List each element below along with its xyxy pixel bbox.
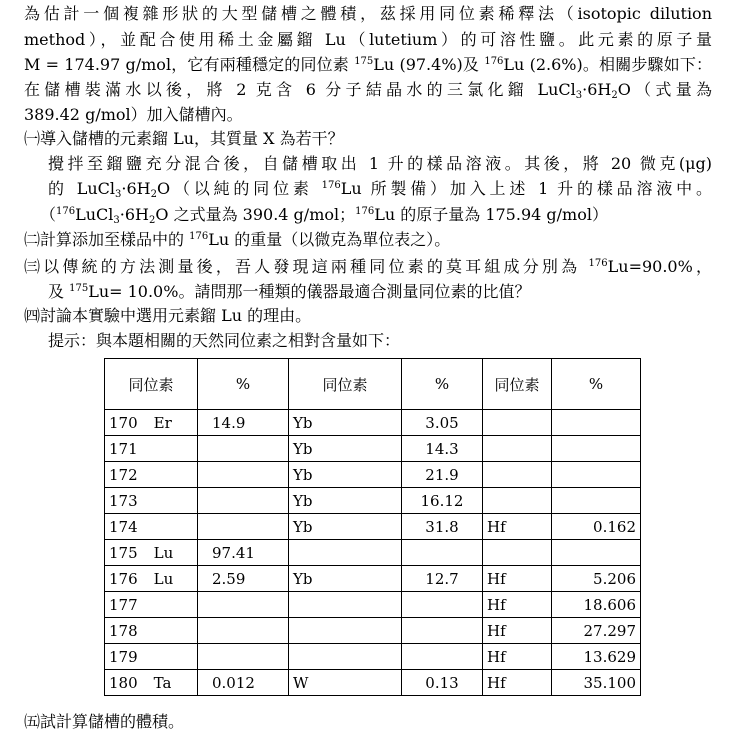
question-2: ㈡計算添加至樣品中的 $^{176}$Lu 的重量（以微克為單位表之）。 [24, 230, 451, 249]
cell-isotope [483, 540, 552, 566]
cell-percent: 35.100 [552, 670, 641, 696]
cell-isotope: Hf [483, 670, 552, 696]
cell-isotope: Yb [289, 488, 402, 514]
question-1-title: ㈠導入儲槽的元素鎦 Lu，其質量 X 為若干？ [24, 129, 344, 148]
cell-percent [198, 436, 289, 462]
isotope-abundance-table [104, 358, 641, 696]
cell-percent: 16.12 [402, 488, 483, 514]
question-1-line-3: （$^{176}LuCl_3\cdot 6H_2O$ 之式量為 390.4 g/mol；$^{176}$Lu 的原子量為 175.94 g/mol） [40, 205, 608, 226]
question-3-line-2: 及 $^{175}$Lu= 10.0%。請問那一種類的儀器最適合測量同位素的比值？ [48, 282, 531, 301]
mass-number: 180 [109, 673, 138, 692]
cell-percent: 0.012 [198, 670, 289, 696]
cell-percent [402, 592, 483, 618]
table-row [105, 592, 641, 618]
intro-line-3: M = 174.97 g/mol，它有兩種穩定的同位素 $^{175}$Lu (97.4%)及 $^{176}$Lu (2.6%)。相關步驟如下： [24, 55, 712, 74]
cell-percent [552, 540, 641, 566]
cell-percent [198, 618, 289, 644]
cell-percent: 21.9 [402, 462, 483, 488]
cell-isotope: Yb [289, 436, 402, 462]
cell-percent [552, 436, 641, 462]
mass-number: 177 [109, 595, 138, 614]
mass-number: 173 [109, 491, 138, 510]
cell-mass-number [105, 566, 198, 592]
cell-mass-number [105, 488, 198, 514]
cell-percent [552, 410, 641, 436]
table-row [105, 462, 641, 488]
cell-percent: 27.297 [552, 618, 641, 644]
cell-percent: 31.8 [402, 514, 483, 540]
cell-mass-number [105, 540, 198, 566]
cell-percent: 18.606 [552, 592, 641, 618]
cell-percent: 13.629 [552, 644, 641, 670]
element-symbol: Ta [153, 673, 172, 692]
question-3-line-1: ㈢以傳統的方法測量後，吾人發現這兩種同位素的莫耳組成分別為 $^{176}$Lu=90.0%， [24, 257, 712, 276]
cell-percent: 12.7 [402, 566, 483, 592]
intro-line-2: method），並配合使用稀土金屬鎦 Lu（lutetium）的可溶性鹽。此元素的原子量 [24, 30, 712, 49]
cell-isotope: Hf [483, 514, 552, 540]
cell-isotope: Yb [289, 514, 402, 540]
cell-isotope: Yb [289, 410, 402, 436]
mass-number: 170 [109, 413, 138, 432]
header-percent: % [552, 359, 641, 410]
cell-mass-number [105, 436, 198, 462]
cell-percent: 0.13 [402, 670, 483, 696]
question-5-title: ㈤試計算儲槽的體積。 [24, 712, 185, 731]
cell-percent: 14.3 [402, 436, 483, 462]
cell-isotope [289, 592, 402, 618]
cell-isotope: Yb [289, 462, 402, 488]
cell-percent [198, 644, 289, 670]
header-isotope: 同位素 [105, 359, 198, 410]
cell-isotope: Hf [483, 644, 552, 670]
cell-isotope [483, 488, 552, 514]
cell-mass-number [105, 592, 198, 618]
table-row [105, 644, 641, 670]
cell-percent [402, 644, 483, 670]
cell-percent [198, 514, 289, 540]
cell-mass-number [105, 670, 198, 696]
header-percent: % [198, 359, 289, 410]
cell-isotope [289, 644, 402, 670]
table-row [105, 618, 641, 644]
cell-percent: 5.206 [552, 566, 641, 592]
mass-number: 176 [109, 569, 138, 588]
cell-percent [402, 540, 483, 566]
intro-line-4: 在儲槽裝滿水以後，將 2 克含 6 分子結晶水的三氯化鎦 $LuCl_3\cdot 6H_2O$（式量為 [24, 80, 712, 101]
table-row [105, 566, 641, 592]
cell-percent: 0.162 [552, 514, 641, 540]
cell-percent: 3.05 [402, 410, 483, 436]
cell-percent: 2.59 [198, 566, 289, 592]
mass-number: 171 [109, 439, 138, 458]
cell-mass-number [105, 462, 198, 488]
mass-number: 178 [109, 621, 138, 640]
element-symbol: Er [153, 413, 172, 432]
cell-percent [198, 488, 289, 514]
element-symbol: Lu [153, 543, 174, 562]
cell-isotope: Yb [289, 566, 402, 592]
question-1-line-1: 攪拌至鎦鹽充分混合後，自儲槽取出 1 升的樣品溶液。其後，將 20 微克(μg) [48, 154, 712, 173]
cell-percent [198, 592, 289, 618]
cell-isotope [483, 410, 552, 436]
table-row [105, 540, 641, 566]
cell-isotope [289, 540, 402, 566]
cell-isotope: Hf [483, 618, 552, 644]
header-isotope: 同位素 [289, 359, 402, 410]
cell-isotope [483, 436, 552, 462]
header-percent: % [402, 359, 483, 410]
mass-number: 179 [109, 647, 138, 666]
cell-percent: 14.9 [198, 410, 289, 436]
element-symbol: Lu [153, 569, 174, 588]
mass-number: 172 [109, 465, 138, 484]
question-1-line-2: 的 $LuCl_3\cdot 6H_2O$（以純的同位素 $^{176}$Lu 所製備）加入上述 1 升的樣品溶液中。 [48, 179, 712, 200]
cell-percent [552, 462, 641, 488]
cell-isotope [289, 618, 402, 644]
mass-number: 175 [109, 543, 138, 562]
intro-line-1: 為估計一個複雜形狀的大型儲槽之體積，茲採用同位素稀釋法（isotopic dilution [24, 4, 712, 23]
cell-percent [552, 488, 641, 514]
intro-line-5: 389.42 g/mol）加入儲槽內。 [24, 105, 243, 124]
cell-mass-number [105, 644, 198, 670]
table-row [105, 410, 641, 436]
mass-number: 174 [109, 517, 138, 536]
cell-percent: 97.41 [198, 540, 289, 566]
cell-percent [198, 462, 289, 488]
cell-isotope: Hf [483, 566, 552, 592]
question-4-hint: 提示：與本題相關的天然同位素之相對含量如下： [48, 331, 401, 350]
table-row [105, 670, 641, 696]
table-row [105, 436, 641, 462]
cell-isotope [483, 462, 552, 488]
header-isotope: 同位素 [483, 359, 552, 410]
question-4-title: ㈣討論本實驗中選用元素鎦 Lu 的理由。 [24, 306, 312, 325]
cell-mass-number [105, 618, 198, 644]
table-header-row [105, 359, 641, 410]
cell-percent [402, 618, 483, 644]
cell-isotope: W [289, 670, 402, 696]
cell-mass-number [105, 514, 198, 540]
cell-mass-number [105, 410, 198, 436]
table-row [105, 514, 641, 540]
table-row [105, 488, 641, 514]
cell-isotope: Hf [483, 592, 552, 618]
